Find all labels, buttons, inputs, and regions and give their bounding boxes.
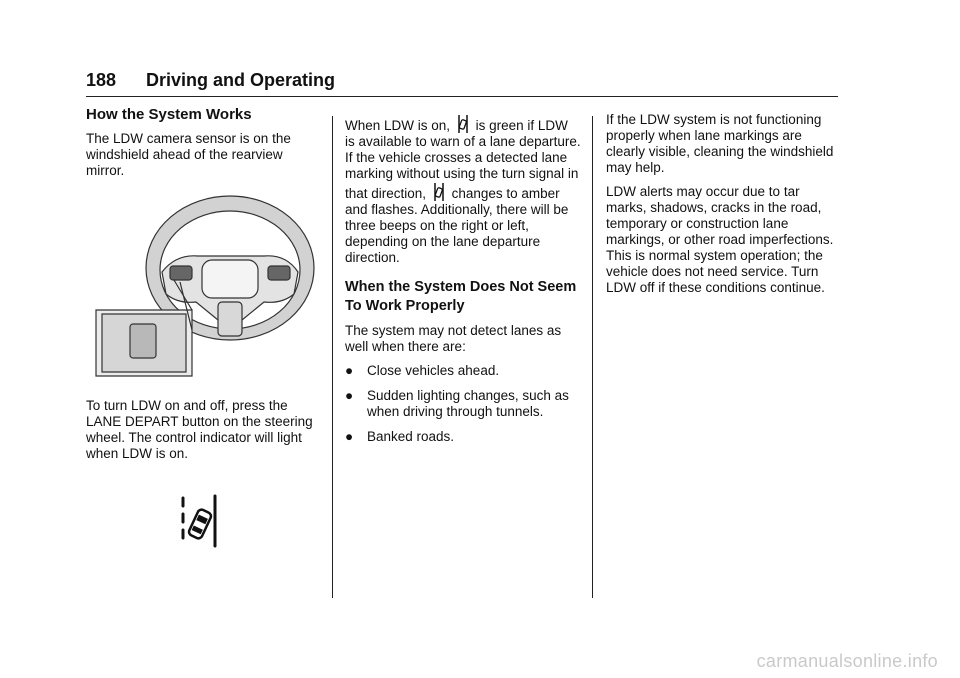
- lane-departure-warning-icon: [457, 114, 469, 134]
- page-number: 188: [86, 70, 117, 90]
- header-rule: [86, 96, 838, 97]
- lane-departure-warning-icon: [433, 182, 445, 202]
- steering-wheel-illustration: [92, 190, 318, 380]
- list-item: [345, 363, 581, 379]
- page-header: [86, 70, 838, 94]
- paragraph: LDW alerts may occur due to tar marks, shadows, cracks in the road, temporary or construction lane markings, or other road imperfections. This is normal system operation; the vehicle does not need service. Turn LDW off if these conditions continue.: [606, 184, 834, 295]
- subheading: When the System Does Not Seem To Work Properly: [345, 279, 577, 314]
- bullet-icon: ●: [345, 429, 354, 444]
- column-left: [86, 106, 322, 187]
- lane-departure-warning-icon: [176, 492, 222, 550]
- column-divider: [332, 116, 333, 598]
- column-left-lower: [86, 398, 322, 470]
- subheading: How the System Works: [86, 106, 252, 123]
- paragraph: The LDW camera sensor is on the windshield ahead of the rearview mirror.: [86, 131, 291, 178]
- text-run: changes to amber and flashes. Additionally, there will be three beeps on the right or left, depending on the lane departure direction.: [345, 186, 569, 265]
- text-run: When LDW is on,: [345, 118, 451, 133]
- list-item-text: Close vehicles ahead.: [367, 363, 500, 378]
- column-right: [606, 112, 842, 304]
- bullet-list: [345, 363, 581, 445]
- paragraph: The system may not detect lanes as well when there are:: [345, 323, 562, 354]
- list-item: [345, 388, 581, 420]
- section-title: Driving and Operating: [146, 70, 336, 90]
- column-divider: [592, 116, 593, 598]
- column-middle: [345, 114, 581, 454]
- list-item: [345, 429, 581, 445]
- watermark: carmanualsonline.info: [756, 651, 938, 671]
- bullet-icon: ●: [345, 363, 354, 378]
- text-run: is green if LDW is available to warn of a lane departure. If the vehicle crosses a detected lane marking without using the turn signal in that direction,: [345, 118, 581, 201]
- list-item-text: Sudden lighting changes, such as when driving through tunnels.: [367, 388, 569, 419]
- paragraph: If the LDW system is not functioning properly when lane markings are clearly visible, cleaning the windshield may help.: [606, 112, 834, 175]
- bullet-icon: ●: [345, 388, 354, 403]
- list-item-text: Banked roads.: [367, 429, 455, 444]
- paragraph: [345, 114, 581, 266]
- paragraph: To turn LDW on and off, press the LANE DEPART button on the steering wheel. The control indicator will light when LDW is on.: [86, 398, 313, 461]
